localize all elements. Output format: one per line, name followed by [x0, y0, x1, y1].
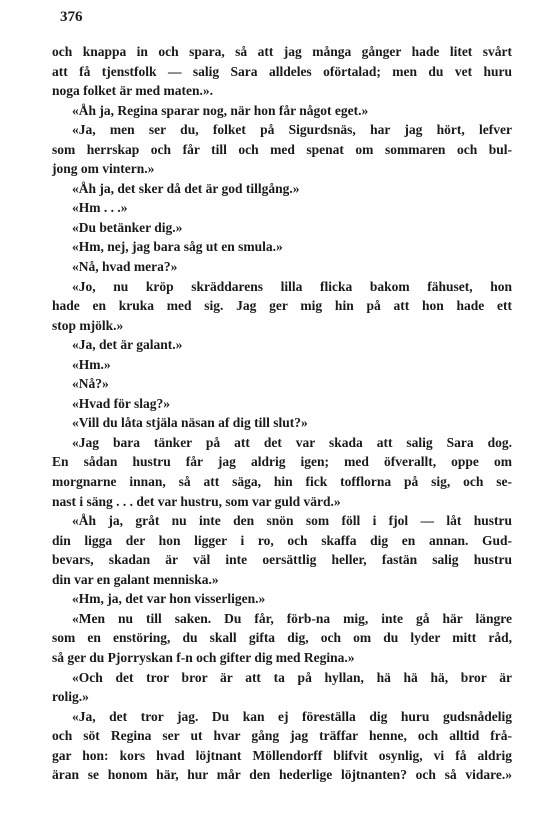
- body-text: [52, 42, 512, 785]
- text-line: jong om vintern.»: [52, 161, 155, 177]
- text-line: «Hm, ja, det var hon visserligen.»: [72, 591, 266, 607]
- text-line: stop mjölk.»: [52, 317, 124, 333]
- text-line: nast i säng . . . det var hustru, som var guld värd.»: [52, 493, 341, 509]
- text-line: «Ja, det tror jag. Du kan ej föreställa dig huru gudsnådelig: [72, 708, 512, 724]
- text-line: bevars, skadan är väl inte oersättlig heller, fastän salig hustru: [52, 552, 512, 568]
- text-line: att få tjenstfolk — salig Sara alldeles oförtalad; men du vet huru: [52, 63, 512, 79]
- text-line: «Men nu till saken. Du får, förb-na mig, inte gå här längre: [72, 610, 512, 626]
- text-line: din var en galant menniska.»: [52, 571, 219, 587]
- text-line: «Åh ja, gråt nu inte den snön som föll i fjol — låt hustru: [72, 513, 512, 529]
- text-line: och knappa in och spara, så att jag många gånger hade litet svårt: [52, 44, 512, 59]
- text-line: hade en kruka med sig. Jag ger mig hin på att hon hade ett: [52, 298, 512, 314]
- text-line: «Hvad för slag?»: [72, 395, 171, 411]
- text-line: «Vill du låta stjäla näsan af dig till slut?»: [72, 415, 308, 431]
- text-line: «Nå?»: [72, 376, 109, 392]
- text-line: så ger du Pjorryskan f-n och gifter dig med Regina.»: [52, 649, 355, 665]
- text-line: och söt Regina ser ut hvar gång jag träffar henne, och alltid frå-: [52, 728, 512, 744]
- text-line: «Nå, hvad mera?»: [72, 259, 178, 275]
- text-line: «Hm . . .»: [72, 200, 128, 216]
- page-number: 376: [60, 9, 83, 25]
- text-line: «Jag bara tänker på att det var skada att salig Sara dog.: [72, 434, 512, 450]
- text-line: som en enstöring, du skall gifta dig, och om du lyder mitt råd,: [52, 630, 512, 646]
- text-line: «Åh ja, det sker då det är god tillgång.»: [72, 180, 300, 196]
- text-line: morgnarne innan, så att säga, hin fick tofflorna på sig, och se-: [52, 474, 512, 490]
- text-line: rolig.»: [52, 689, 89, 705]
- text-line: «Ja, men ser du, folket på Sigurdsnäs, har jag hört, lefver: [72, 122, 512, 138]
- text-line: gar hon: kors hvad löjtnant Möllendorff blifvit osynlig, vi få aldrig: [52, 747, 512, 763]
- text-line: «Du betänker dig.»: [72, 219, 183, 235]
- text-line: äran se honom här, hur mår den hederlige löjtnanten? och så vidare.»: [52, 767, 512, 783]
- text-line: din ligga der hon ligger i ro, och skaffa dig en annan. Gud-: [52, 532, 512, 548]
- text-line: noga folket är med maten.».: [52, 83, 213, 99]
- text-line: «Hm, nej, jag bara såg ut en smula.»: [72, 239, 283, 255]
- text-line: «Och det tror bror är att ta på hyllan, hä hä hä, bror är: [72, 669, 512, 685]
- text-line: En sådan hustru får jag aldrig igen; med öfverallt, oppe om: [52, 454, 512, 470]
- text-line: som herrskap och får till och med spenat om sommaren och bul-: [52, 141, 512, 157]
- text-line: «Åh ja, Regina sparar nog, när hon får något eget.»: [72, 102, 369, 118]
- text-line: «Jo, nu kröp skräddarens lilla flicka bakom fähuset, hon: [72, 278, 512, 294]
- text-line: «Ja, det är galant.»: [72, 337, 183, 353]
- text-line: «Hm.»: [72, 356, 111, 372]
